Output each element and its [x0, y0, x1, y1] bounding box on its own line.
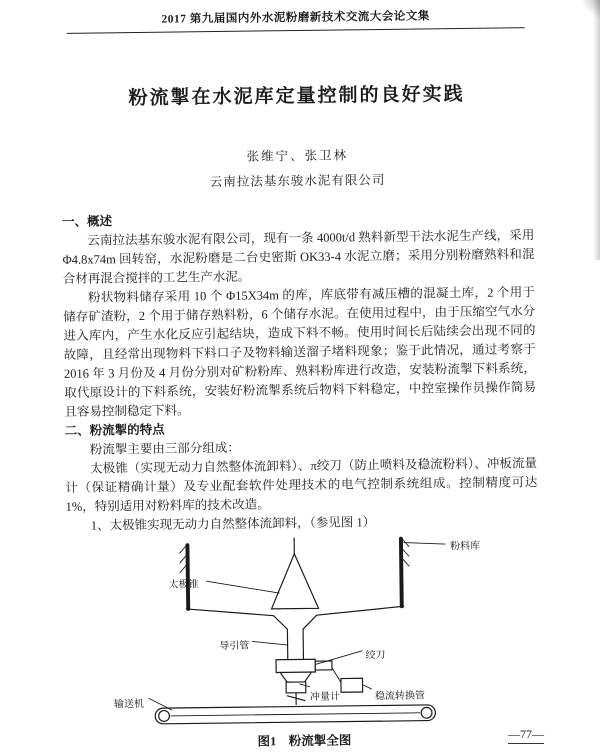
- figure-label-guide-pipe: 导引管: [219, 640, 250, 653]
- paragraph: 粉状物料储存采用 10 个 Φ15X34m 的库，库底带有减压槽的混凝土库，2 个用于储存矿渣粉，2 个用于储存熟料粉，6 个储存水泥。在使用过程中，由于压缩空气水分进入库内，产生水化反应引起结块，造成下料不畅。使用时间长后陆续会出现不同的故障，且经常出现物料下料口子及物料输送溜子堵料现象；鉴于此情况，通过考察于 2016 年 3 月份及 4 月份分别对矿粉粉库、熟料粉库进行改造，安装粉流掣下料系统，取代原设计的下料系统，安装好粉流掣系统后物料下料稳定，中控室操作员操作简易且容易控制稳定下料。: [63, 285, 537, 419]
- leader-line-cone: [206, 580, 279, 594]
- discharge-funnel: [280, 672, 311, 682]
- silo-wall-right: [401, 539, 402, 607]
- paragraph: 1、太极锥实现无动力自然整体流卸料，（参见图 1）: [90, 515, 376, 533]
- section-heading-features: 二、粉流掣的特点: [64, 422, 165, 438]
- figure-label-converter: 稳流转换管: [374, 690, 425, 703]
- figure-label-cone: 太极锥: [168, 579, 199, 591]
- figure-label-auger: 绞刀: [365, 649, 386, 662]
- page-number: —77—: [508, 727, 544, 744]
- section-heading-overview: 一、概述: [62, 214, 113, 229]
- paragraph: 云南拉法基东骏水泥有限公司，现有一条 4000t/d 熟料新型干法水泥生产线，采用Φ4.8x74m 回转窑，水泥粉磨是二台史密斯 OK33-4 水泥立磨；采用分别粉磨熟料和混合材再混合搅拌的工艺生产水泥。: [62, 228, 535, 286]
- affiliation-line: 云南拉法基东骏水泥有限公司: [209, 172, 386, 190]
- paragraph: 粉流掣主要由三部分组成：: [89, 440, 240, 457]
- figure-label-conveyor: 输送机: [113, 698, 145, 711]
- paragraph: 太极锥（实现无动力自然整体流卸料）、π绞刀（防止喷料及稳流粉料）、冲板流量计（保证精确计量）及专业配套软件处理技术的电气控制系统组成。控制精度可达 1%，特别适用对粉料库的技术改造。: [65, 456, 538, 514]
- page-header: 2017 第九届国内外水泥粉磨新技术交流大会论文集: [161, 10, 430, 26]
- guide-pipe: [287, 629, 303, 660]
- authors-line: 张维宁、张卫林: [246, 148, 349, 164]
- paper-title: 粉流掣在水泥库定量控制的良好实践: [128, 83, 465, 110]
- hopper-floor: [186, 606, 404, 630]
- auger-housing: [276, 659, 315, 672]
- control-box: [341, 678, 363, 692]
- figure-1: [72, 533, 534, 731]
- figure-caption: 图1 粉流掣全图: [257, 733, 352, 749]
- leader-line-converter: [364, 685, 372, 689]
- figure-label-silo: 粉料库: [450, 540, 481, 553]
- control-link-line: [332, 668, 341, 683]
- leader-line-guide-pipe: [252, 641, 286, 645]
- taiji-cone: [271, 553, 319, 608]
- figure-label-flowmeter: 冲量计: [309, 691, 340, 703]
- paper-body: [62, 207, 538, 536]
- leader-line-silo: [404, 542, 445, 544]
- header-divider: [67, 27, 525, 34]
- flowmeter-body: [286, 682, 306, 693]
- leader-line-auger: [316, 651, 362, 664]
